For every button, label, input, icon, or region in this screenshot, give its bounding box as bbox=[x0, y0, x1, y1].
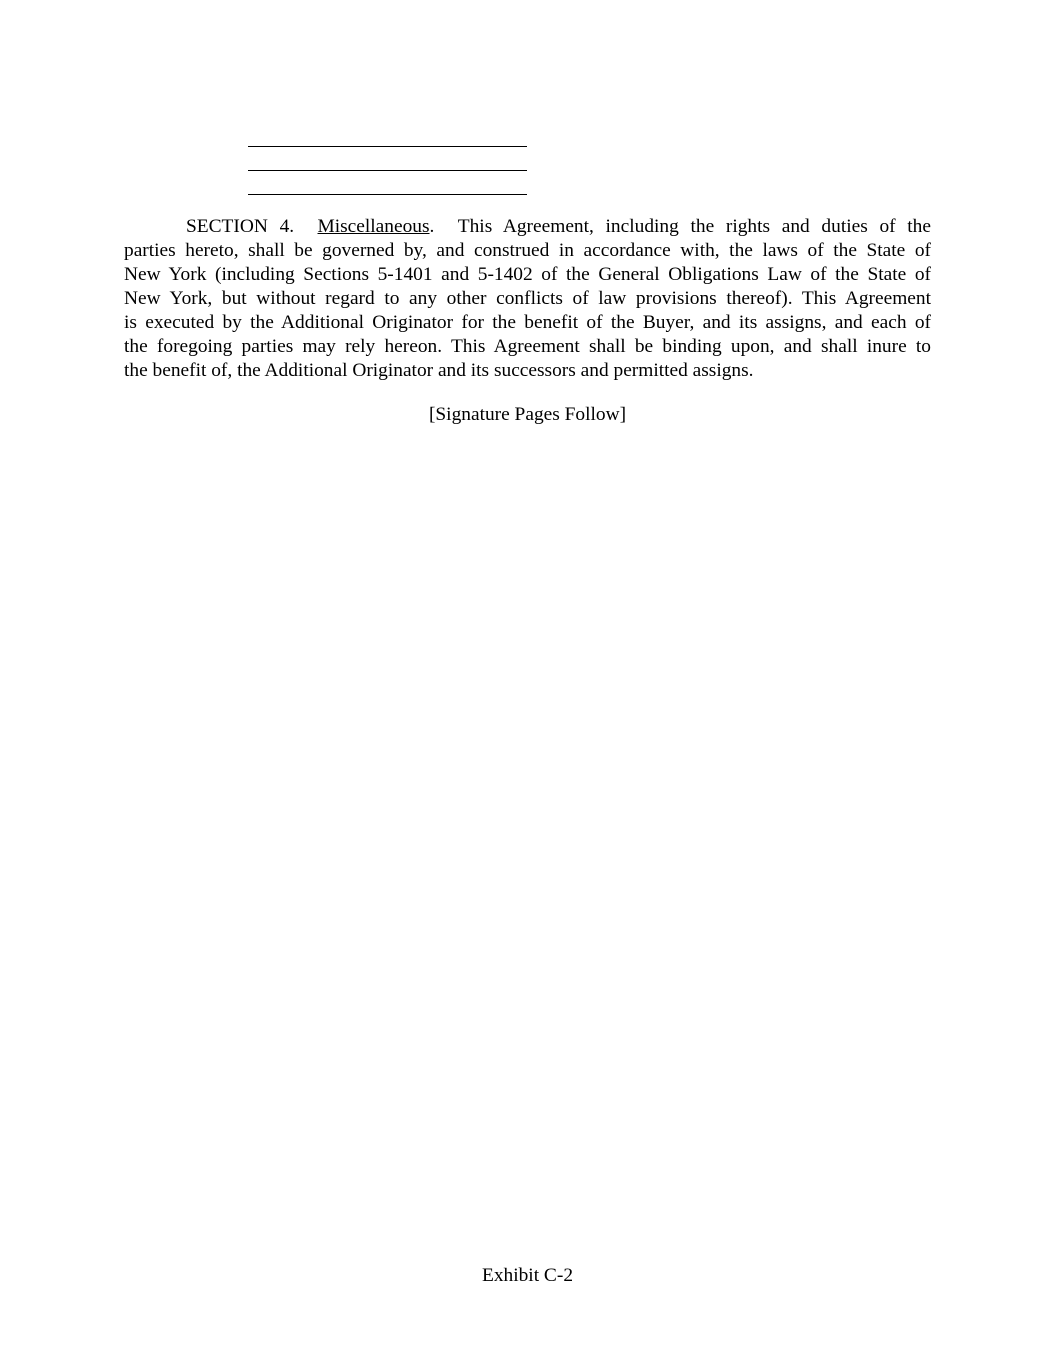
section-heading: Miscellaneous bbox=[317, 216, 430, 237]
paragraph-line-4: New York, but without regard to any other conflicts of law provisions thereof). This Agreement bbox=[124, 288, 931, 309]
blank-line bbox=[248, 194, 527, 195]
paragraph-line-6: the foregoing parties may rely hereon. This Agreement shall be binding upon, and shall inure to bbox=[124, 336, 931, 357]
paragraph-line-3: New York (including Sections 5-1401 and 5-1402 of the General Obligations Law of the State of bbox=[124, 264, 931, 285]
section-4-paragraph bbox=[124, 215, 931, 383]
exhibit-footer: Exhibit C-2 bbox=[481, 1265, 574, 1286]
paragraph-line-5: is executed by the Additional Originator for the benefit of the Buyer, and its assigns, and each of bbox=[124, 312, 931, 333]
paragraph-line-7: the benefit of, the Additional Originator and its successors and permitted assigns. bbox=[124, 360, 754, 381]
blank-line bbox=[248, 170, 527, 171]
section-number: SECTION 4. bbox=[186, 216, 295, 237]
signature-pages-follow-note: [Signature Pages Follow] bbox=[428, 404, 627, 425]
paragraph-text: This Agreement, including the rights and duties of the bbox=[457, 216, 931, 237]
paragraph-line-2: parties hereto, shall be governed by, and construed in accordance with, the laws of the State of bbox=[124, 240, 931, 261]
blank-line bbox=[248, 146, 527, 147]
paragraph-line-1: SECTION 4. Miscellaneous. This Agreement, including the rights and duties of the bbox=[186, 216, 931, 237]
blank-signature-lines bbox=[248, 146, 527, 218]
